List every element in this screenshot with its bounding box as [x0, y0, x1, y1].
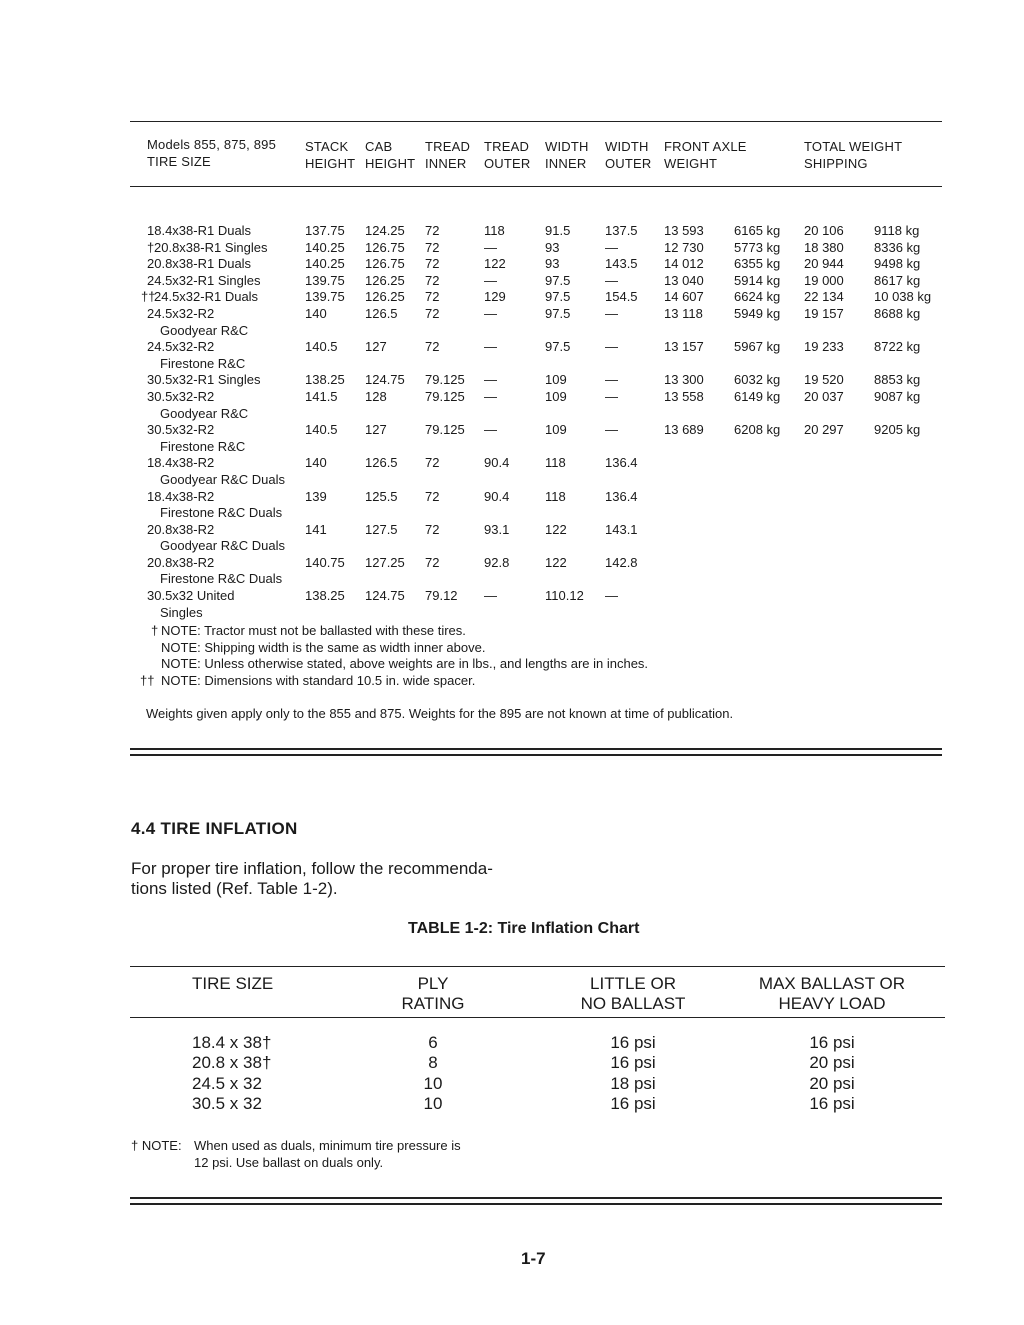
cell-stack: 140 — [305, 305, 327, 321]
cell-wi: 109 — [545, 372, 567, 388]
cell-tw-lb: 20 037 — [804, 388, 844, 404]
cell-fa-kg: 5949 kg — [734, 305, 781, 321]
cell-tw-lb: 20 106 — [804, 223, 844, 238]
tire-size-cell: 24.5x32-R1 Singles — [147, 272, 261, 288]
tire-size-cell: 30.5x32-R2 — [147, 422, 215, 438]
cell-stack: 140.5 — [305, 339, 338, 355]
header-cab-height: CAB HEIGHT — [365, 139, 416, 171]
cell-cab: 126.5 — [365, 455, 398, 471]
cell-wo: 154.5 — [605, 289, 638, 305]
tire-brand-cell: Goodyear R&C — [160, 405, 249, 421]
cell-ti: 79.125 — [425, 422, 465, 438]
cell-to: 93.1 — [484, 521, 510, 537]
double-rule-top-a — [130, 748, 942, 750]
table1-row — [0, 240, 1024, 257]
cell-wi: 118 — [545, 488, 566, 504]
cell-tw-lb: 19 233 — [804, 339, 844, 355]
cell-wo: — — [605, 305, 618, 321]
t2-cell-little: 16 psi — [610, 1033, 656, 1052]
dagger-mark: † — [147, 239, 155, 255]
t2-cell-little: 18 psi — [610, 1073, 656, 1093]
cell-ti: 72 — [425, 455, 440, 471]
tire-size-cell: 30.5x32 United — [147, 588, 235, 604]
t2-cell-little: 16 psi — [610, 1093, 656, 1113]
t2-col-tire-size — [192, 1033, 271, 1114]
tire-brand-cell: Singles — [160, 604, 203, 620]
t2-col-little-ballast — [562, 1033, 704, 1114]
cell-tw-kg: 8853 kg — [874, 372, 921, 388]
cell-wi: 122 — [545, 521, 567, 537]
cell-tw-kg: 8336 kg — [874, 239, 921, 255]
cell-fa-kg: 6355 kg — [734, 256, 781, 272]
tire-size-cell: 18.4x38-R2 — [147, 488, 215, 504]
note-text: NOTE: Dimensions with standard 10.5 in. wide spacer. — [161, 672, 476, 688]
t2-header-max-ballast: MAX BALLAST OR HEAVY LOAD — [758, 974, 906, 1013]
table2-note-text: When used as duals, minimum tire pressure is 12 psi. Use ballast on duals only. — [194, 1138, 461, 1170]
table1-row — [0, 289, 1024, 306]
cell-cab: 126.75 — [365, 239, 405, 255]
cell-to: — — [484, 588, 497, 604]
cell-cab: 124.25 — [365, 223, 405, 238]
cell-ti: 79.12 — [425, 588, 458, 604]
cell-ti: 72 — [425, 488, 440, 504]
table1-row — [0, 455, 1024, 488]
cell-stack: 138.25 — [305, 372, 345, 388]
tire-size-cell: 30.5x32-R1 Singles — [147, 372, 261, 388]
table1-row — [0, 422, 1024, 455]
weights-note: Weights given apply only to the 855 and 875. Weights for the 895 are not known at time of publication. — [146, 706, 734, 721]
cell-cab: 127 — [365, 339, 387, 355]
table1-row — [0, 256, 1024, 273]
t2-cell-max: 20 psi — [809, 1053, 855, 1073]
note-text: NOTE: Shipping width is the same as width inner above. — [161, 639, 486, 655]
t2-header-tire-size: TIRE SIZE — [192, 974, 274, 993]
section-body: For proper tire inflation, follow the recommenda- tions listed (Ref. Table 1-2). — [131, 859, 493, 898]
cell-wi: 97.5 — [545, 272, 571, 288]
note-text: NOTE: Unless otherwise stated, above weights are in lbs., and lengths are in inches. — [161, 656, 649, 672]
cell-tw-kg: 9118 kg — [874, 223, 920, 238]
cell-ti: 72 — [425, 554, 440, 570]
cell-fa-kg: 5914 kg — [734, 272, 781, 288]
cell-wo: 142.8 — [605, 554, 638, 570]
cell-tw-lb: 20 297 — [804, 422, 844, 438]
table1-row — [0, 306, 1024, 339]
header-total-weight-shipping: TOTAL WEIGHT SHIPPING — [804, 139, 903, 171]
table1-row — [0, 372, 1024, 389]
cell-stack: 141.5 — [305, 388, 338, 404]
cell-ti: 72 — [425, 256, 440, 272]
cell-cab: 124.75 — [365, 372, 405, 388]
cell-fa-lb: 13 689 — [664, 422, 704, 438]
cell-wo: — — [605, 372, 618, 388]
cell-ti: 72 — [425, 521, 440, 537]
t2-cell-little: 16 psi — [610, 1053, 656, 1073]
dagger-mark: †† — [141, 289, 156, 305]
cell-tw-kg: 8688 kg — [874, 305, 921, 321]
cell-tw-lb: 19 157 — [804, 305, 844, 321]
cell-wo: 136.4 — [605, 488, 638, 504]
page-number: 1-7 — [521, 1249, 546, 1268]
tire-size-cell: 20.8x38-R2 — [147, 521, 215, 537]
table1-row — [0, 389, 1024, 422]
table1-row — [0, 588, 1024, 621]
dagger-mark: †† — [140, 672, 155, 688]
cell-wo: — — [605, 388, 618, 404]
cell-ti: 72 — [425, 223, 440, 238]
cell-cab: 127 — [365, 422, 387, 438]
cell-cab: 125.5 — [365, 488, 398, 504]
cell-to: 90.4 — [484, 455, 510, 471]
cell-to: 90.4 — [484, 488, 510, 504]
cell-stack: 140 — [305, 455, 327, 471]
table1-row — [0, 522, 1024, 555]
cell-wo: 143.5 — [605, 256, 638, 272]
cell-wi: 118 — [545, 455, 566, 471]
t2-header-little-ballast: LITTLE OR NO BALLAST — [580, 974, 686, 1013]
table1-row — [0, 223, 1024, 240]
tire-size-cell: 18.4x38-R1 Duals — [147, 223, 252, 238]
cell-cab: 126.75 — [365, 256, 405, 272]
cell-fa-lb: 12 730 — [664, 239, 704, 255]
cell-tw-lb: 20 944 — [804, 256, 844, 272]
tire-size-cell: 20.8x38-R1 Duals — [147, 256, 252, 272]
tire-size-cell: 24.5x32-R2 — [147, 339, 215, 355]
header-tread-outer: TREAD OUTER — [484, 139, 531, 171]
cell-ti: 72 — [425, 305, 440, 321]
cell-to: — — [484, 388, 497, 404]
cell-wo: — — [605, 588, 618, 604]
cell-to: 129 — [484, 289, 506, 305]
cell-ti: 72 — [425, 339, 440, 355]
cell-wo: 143.1 — [605, 521, 638, 537]
tire-size-cell: 20.8x38-R2 — [147, 554, 215, 570]
cell-wo: — — [605, 422, 618, 438]
t2-cell-size: 24.5 x 32 — [192, 1073, 262, 1093]
tire-brand-cell: Goodyear R&C — [160, 322, 249, 338]
t2-cell-size: 20.8 x 38† — [192, 1053, 272, 1073]
cell-wi: 122 — [545, 554, 567, 570]
cell-to: — — [484, 305, 497, 321]
cell-fa-lb: 13 558 — [664, 388, 704, 404]
cell-cab: 127.5 — [365, 521, 398, 537]
double-rule-top-b — [130, 754, 942, 756]
cell-fa-lb: 13 118 — [664, 305, 703, 321]
header-width-outer: WIDTH OUTER — [605, 139, 652, 171]
cell-ti: 72 — [425, 272, 440, 288]
cell-wo: 136.4 — [605, 455, 638, 471]
tire-brand-cell: Firestone R&C Duals — [160, 571, 283, 587]
dagger-mark: † — [151, 623, 159, 638]
cell-wi: 91.5 — [545, 223, 571, 238]
t2-cell-size: 18.4 x 38† — [192, 1033, 272, 1052]
cell-tw-kg: 9205 kg — [874, 422, 921, 438]
t2-cell-ply: 10 — [423, 1093, 443, 1113]
header-width-inner: WIDTH INNER — [545, 139, 589, 171]
t2-cell-ply: 6 — [428, 1033, 438, 1052]
cell-wi: 97.5 — [545, 305, 571, 321]
cell-stack: 141 — [305, 521, 327, 537]
tire-brand-cell: Firestone R&C — [160, 355, 246, 371]
cell-fa-lb: 13 593 — [664, 223, 704, 238]
cell-wi: 109 — [545, 388, 567, 404]
double-rule-bottom-b — [130, 1203, 942, 1205]
cell-fa-kg: 5967 kg — [734, 339, 781, 355]
cell-to: — — [484, 372, 497, 388]
cell-wi: 97.5 — [545, 289, 571, 305]
cell-fa-kg: 6624 kg — [734, 289, 781, 305]
cell-stack: 140.5 — [305, 422, 338, 438]
cell-stack: 138.25 — [305, 588, 345, 604]
cell-cab: 126.5 — [365, 305, 398, 321]
cell-tw-lb: 22 134 — [804, 289, 844, 305]
cell-tw-lb: 19 520 — [804, 372, 844, 388]
cell-stack: 140.25 — [305, 239, 345, 255]
table2-title: TABLE 1-2: Tire Inflation Chart — [408, 920, 640, 937]
cell-fa-kg: 5773 kg — [734, 239, 781, 255]
table1-row — [0, 555, 1024, 588]
t2-header-ply-rating: PLY RATING — [401, 974, 465, 1013]
t2-cell-size: 30.5 x 32 — [192, 1093, 262, 1113]
cell-stack: 137.75 — [305, 223, 345, 238]
section-title: 4.4 TIRE INFLATION — [131, 819, 298, 838]
cell-to: 118 — [484, 223, 505, 238]
tire-brand-cell: Goodyear R&C Duals — [160, 471, 285, 487]
cell-to: — — [484, 272, 497, 288]
tire-size-cell: 20.8x38-R1 Singles — [154, 239, 268, 255]
cell-ti: 79.125 — [425, 372, 465, 388]
table1-row — [0, 339, 1024, 372]
t2-cell-max: 16 psi — [809, 1033, 855, 1052]
cell-to: 92.8 — [484, 554, 510, 570]
cell-ti: 72 — [425, 289, 440, 305]
table2-note-label: † NOTE: — [131, 1138, 182, 1153]
table1-header-rule — [130, 186, 942, 187]
cell-wo: 137.5 — [605, 223, 638, 238]
tire-brand-cell: Firestone R&C — [160, 438, 246, 454]
cell-wi: 110.12 — [545, 588, 584, 604]
table1-row — [0, 273, 1024, 290]
cell-fa-lb: 13 157 — [664, 339, 704, 355]
cell-to: — — [484, 339, 497, 355]
note-text: NOTE: Tractor must not be ballasted with these tires. — [161, 623, 466, 638]
cell-cab: 126.25 — [365, 272, 405, 288]
cell-wo: — — [605, 239, 618, 255]
tire-size-cell: 24.5x32-R2 — [147, 305, 215, 321]
cell-to: — — [484, 239, 497, 255]
t2-cell-ply: 10 — [423, 1073, 443, 1093]
cell-fa-kg: 6208 kg — [734, 422, 781, 438]
cell-stack: 140.25 — [305, 256, 345, 272]
cell-wi: 97.5 — [545, 339, 571, 355]
tire-brand-cell: Firestone R&C Duals — [160, 505, 283, 521]
cell-tw-kg: 8722 kg — [874, 339, 921, 355]
header-stack-height: STACK HEIGHT — [305, 139, 356, 171]
cell-stack: 139.75 — [305, 289, 345, 305]
cell-tw-lb: 19 000 — [804, 272, 844, 288]
table2-header-rule — [130, 1017, 945, 1018]
cell-wi: 93 — [545, 239, 560, 255]
t2-col-max-ballast — [744, 1033, 920, 1114]
cell-to: 122 — [484, 256, 506, 272]
tire-size-cell: 18.4x38-R2 — [147, 455, 215, 471]
header-tread-inner: TREAD INNER — [425, 139, 471, 171]
cell-cab: 128 — [365, 388, 387, 404]
cell-fa-lb: 14 012 — [664, 256, 704, 272]
table1-row — [0, 489, 1024, 522]
t2-col-ply — [388, 1033, 478, 1114]
cell-wi: 93 — [545, 256, 560, 272]
tire-size-cell: 24.5x32-R1 Duals — [154, 289, 259, 305]
header-tire-size: Models 855, 875, 895 TIRE SIZE — [147, 137, 277, 169]
cell-tw-kg: 8617 kg — [874, 272, 921, 288]
cell-fa-lb: 14 607 — [664, 289, 704, 305]
table1-header — [0, 0, 1024, 200]
cell-cab: 126.25 — [365, 289, 405, 305]
cell-wo: — — [605, 272, 618, 288]
cell-fa-kg: 6032 kg — [734, 372, 781, 388]
t2-cell-max: 16 psi — [809, 1093, 855, 1113]
t2-cell-ply: 8 — [428, 1053, 438, 1073]
tire-size-cell: 30.5x32-R2 — [147, 388, 215, 404]
cell-stack: 140.75 — [305, 554, 345, 570]
cell-ti: 79.125 — [425, 388, 465, 404]
cell-fa-lb: 13 040 — [664, 272, 704, 288]
cell-fa-lb: 13 300 — [664, 372, 704, 388]
cell-to: — — [484, 422, 497, 438]
tire-brand-cell: Goodyear R&C Duals — [160, 538, 285, 554]
header-front-axle-weight: FRONT AXLE WEIGHT — [664, 139, 747, 171]
cell-wi: 109 — [545, 422, 567, 438]
cell-stack: 139 — [305, 488, 327, 504]
double-rule-bottom-a — [130, 1197, 942, 1199]
t2-cell-max: 20 psi — [809, 1073, 855, 1093]
cell-tw-kg: 9498 kg — [874, 256, 921, 272]
cell-stack: 139.75 — [305, 272, 345, 288]
cell-tw-kg: 9087 kg — [874, 388, 921, 404]
cell-fa-kg: 6165 kg — [734, 223, 781, 238]
cell-ti: 72 — [425, 239, 440, 255]
cell-tw-kg: 10 038 kg — [874, 289, 932, 305]
cell-fa-kg: 6149 kg — [734, 388, 781, 404]
table2-top-rule — [130, 966, 945, 967]
cell-cab: 124.75 — [365, 588, 405, 604]
cell-tw-lb: 18 380 — [804, 239, 844, 255]
cell-cab: 127.25 — [365, 554, 405, 570]
table1-body — [0, 223, 1024, 621]
cell-wo: — — [605, 339, 618, 355]
